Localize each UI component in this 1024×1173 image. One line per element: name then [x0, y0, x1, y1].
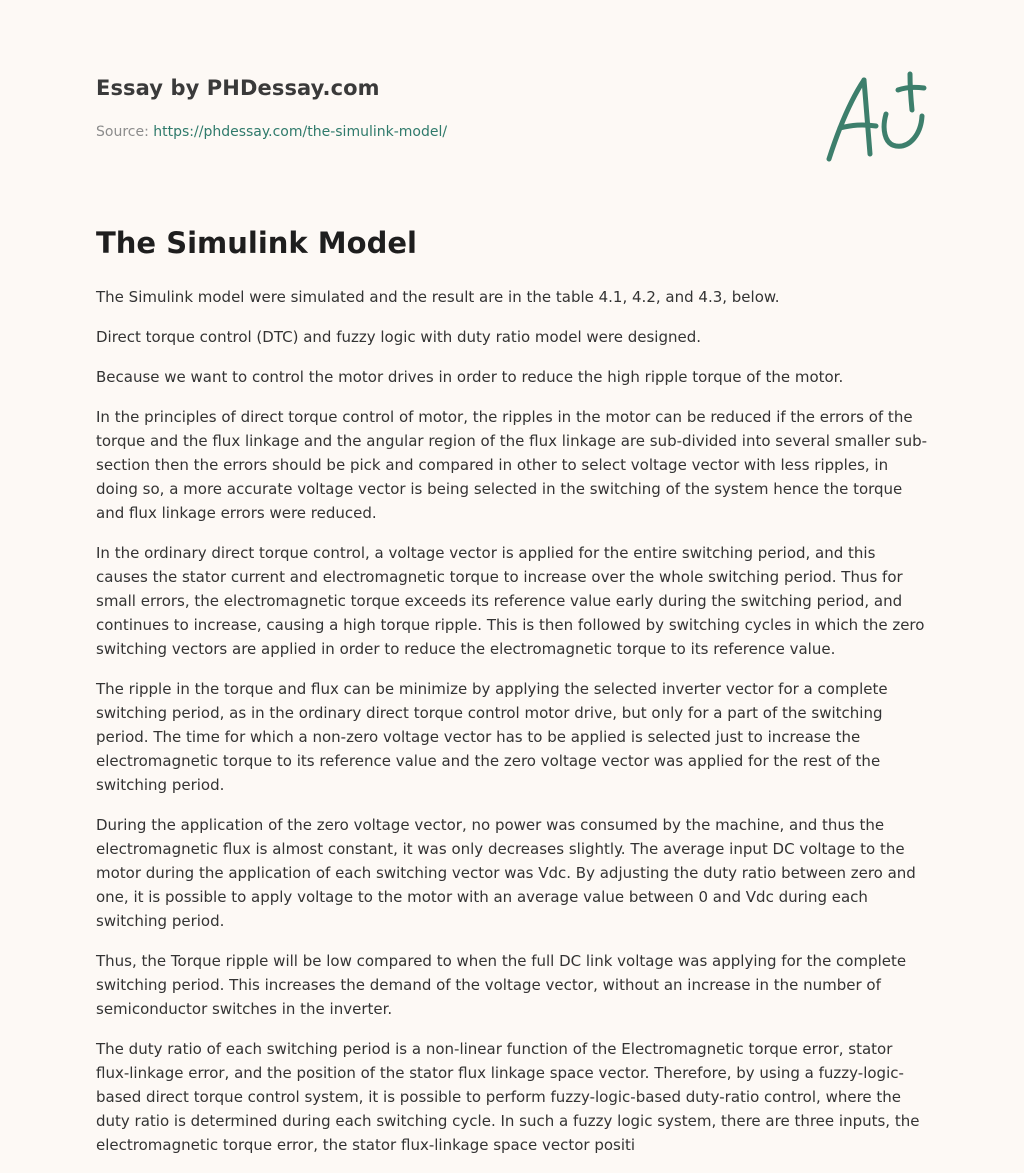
article-title: The Simulink Model [96, 226, 417, 260]
source-line [96, 124, 696, 140]
paragraph: Thus, the Torque ripple will be low compared to when the full DC link voltage was applying for the complete switching period. This increases the demand of the voltage vector, without an increase in the number of semiconductor switches in the inverter. [96, 952, 907, 1018]
paragraph: The Simulink model were simulated and the result are in the table 4.1, 4.2, and 4.3, below. [96, 288, 780, 306]
paragraph: In the principles of direct torque control of motor, the ripples in the motor can be reduced if the errors of the torque and the flux linkage and the angular region of the flux linkage are sub-divided into several smaller sub-section then the errors should be pick and compared in other to select voltage vector with less ripples, in doing so, a more accurate voltage vector is being selected in the switching of the system hence the torque and flux linkage errors were reduced. [96, 408, 928, 522]
article-body [96, 285, 930, 1173]
paragraph: The ripple in the torque and flux can be minimize by applying the selected inverter vector for a complete switching period, as in the ordinary direct torque control motor drive, but only for a part of the switching period. The time for which a non-zero voltage vector has to be applied is selected just to increase the electromagnetic torque to its reference value and the zero voltage vector was applied for the rest of the switching period. [96, 680, 888, 794]
a-plus-logo-icon [818, 66, 930, 166]
source-link[interactable]: https://phdessay.com/the-simulink-model/ [153, 124, 448, 140]
paragraph: Direct torque control (DTC) and fuzzy logic with duty ratio model were designed. [96, 328, 702, 346]
paragraph: During the application of the zero voltage vector, no power was consumed by the machine, and thus the electromagnetic flux is almost constant, it was only decreases slightly. The average input DC voltage to the motor during the application of each switching vector was Vdc. By adjusting the duty ratio between zero and one, it is possible to apply voltage to the motor with an average value between 0 and Vdc during each switching period. [96, 816, 916, 930]
source-label: Source: [96, 124, 154, 140]
page-header [96, 76, 696, 140]
paragraph: Because we want to control the motor drives in order to reduce the high ripple torque of the motor. [96, 368, 844, 386]
paragraph: In the ordinary direct torque control, a voltage vector is applied for the entire switching period, and this causes the stator current and electromagnetic torque to increase over the whole switching period. Thus for small errors, the electromagnetic torque exceeds its reference value early during the switching period, and continues to increase, causing a high torque ripple. This is then followed by switching cycles in which the zero switching vectors are applied in order to reduce the electromagnetic torque to its reference value. [96, 544, 925, 658]
paragraph: The duty ratio of each switching period is a non-linear function of the Electromagnetic torque error, stator flux-linkage error, and the position of the stator flux linkage space vector. Therefore, by using a fuzzy-logic-based direct torque control system, it is possible to perform fuzzy-logic-based duty-ratio control, where the duty ratio is determined during each switching cycle. In such a fuzzy logic system, there are three inputs, the electromagnetic torque error, the stator flux-linkage space vector positi [96, 1040, 920, 1154]
site-title: Essay by PHDessay.com [96, 76, 380, 100]
